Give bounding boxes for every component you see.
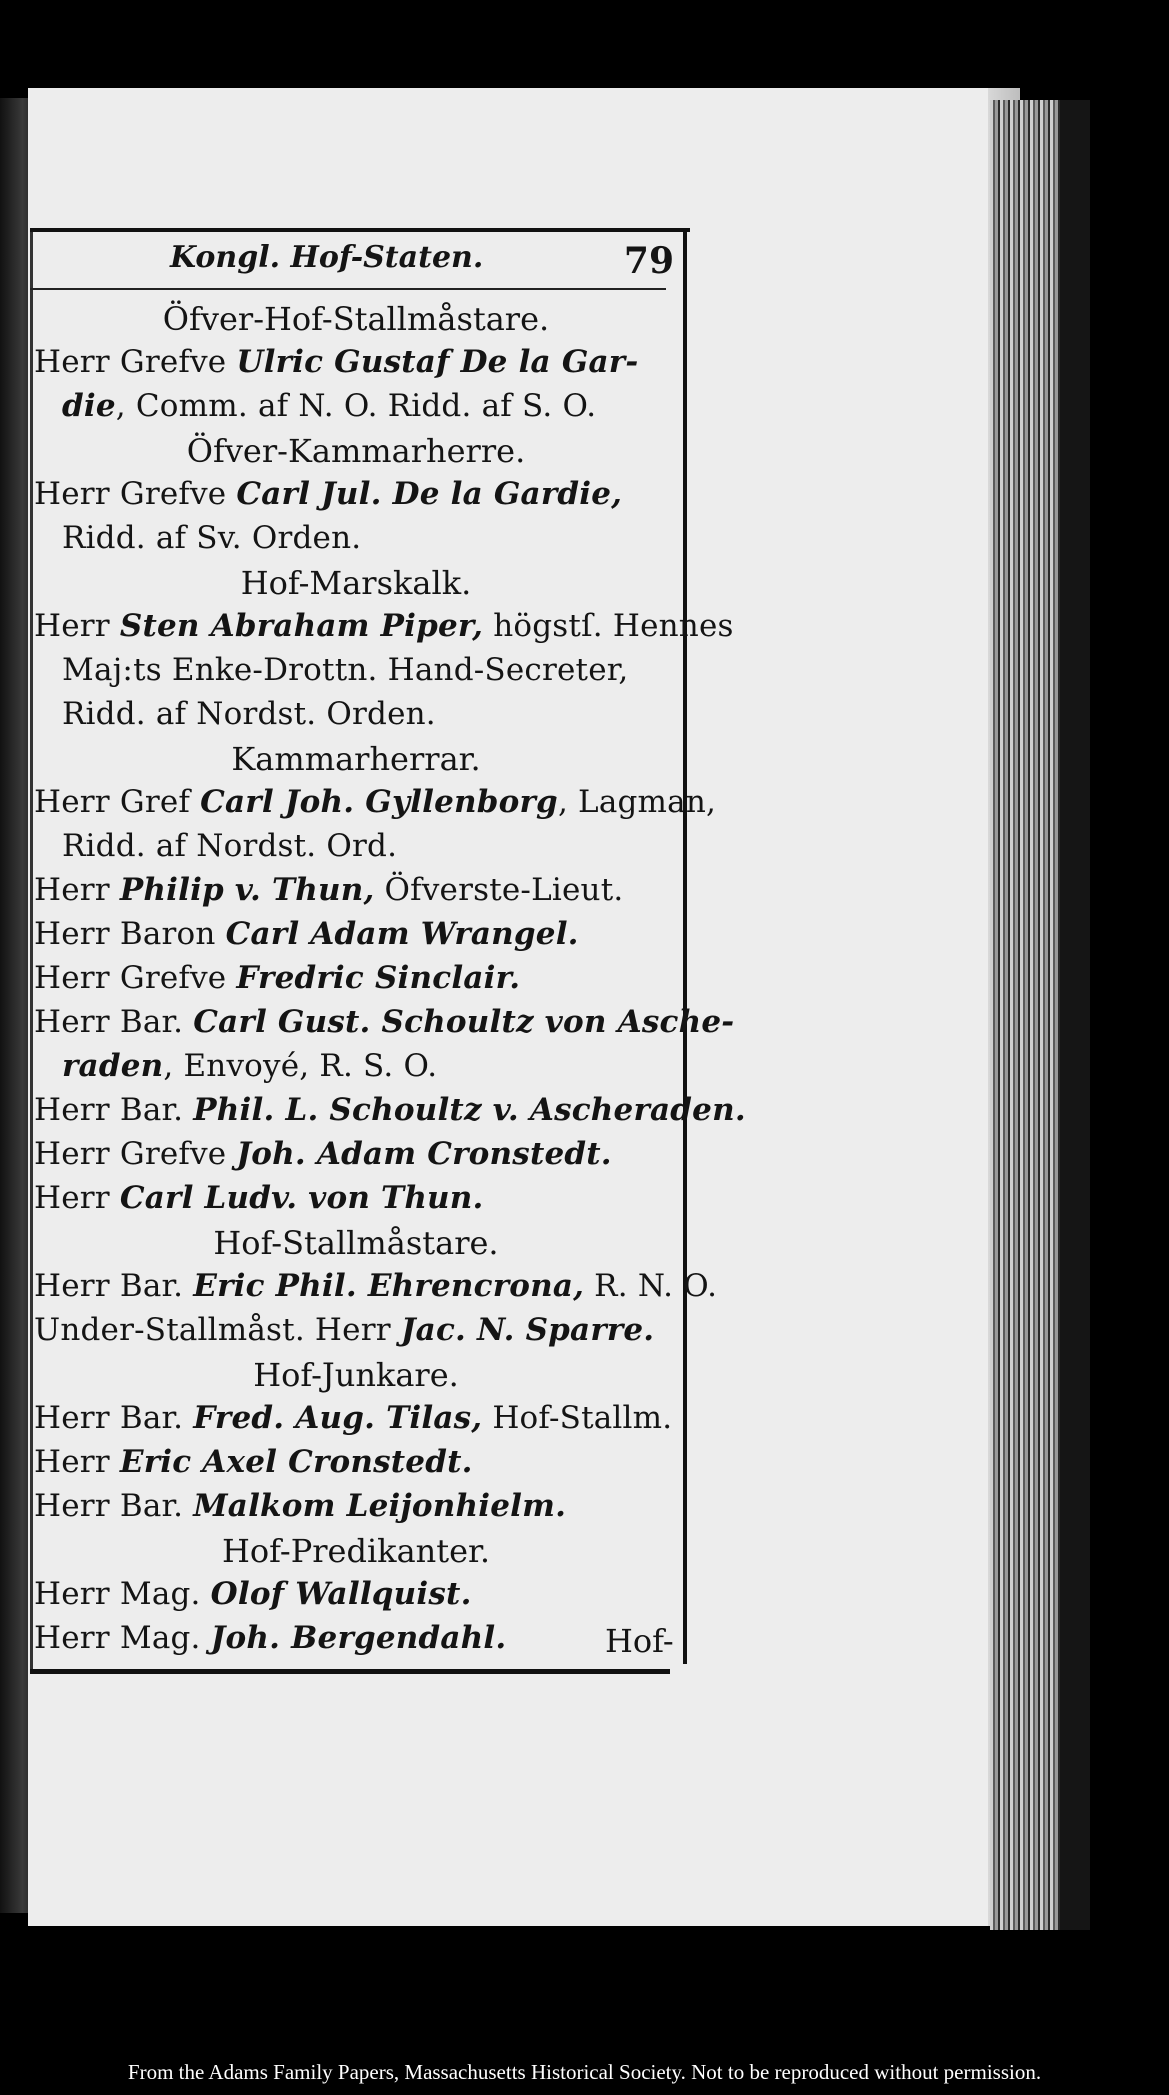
italic-name-segment: Carl Joh. Gyllenborg (200, 784, 558, 820)
italic-name-segment: Olof Wallquist. (210, 1576, 472, 1612)
italic-name-segment: Joh. Adam Cronstedt. (236, 1136, 612, 1172)
frame-bottom-rule (30, 1669, 670, 1674)
entry-line (62, 652, 628, 688)
entry-line (62, 828, 397, 864)
entry-line (34, 1312, 654, 1348)
entry-line (34, 784, 716, 820)
copyright-footer: From the Adams Family Papers, Massachusetts Historical Society. Not to be reproduced without permission. (127, 2060, 1042, 2084)
text-segment: , Envoyé, R. S. O. (163, 1048, 438, 1084)
text-segment: Ridd. af Nordst. Ord. (62, 828, 398, 864)
text-segment: Under-Stallmåst. Herr (34, 1312, 401, 1348)
text-segment: Herr Baron (34, 916, 226, 952)
section-heading: Öfver-Kammarherre. (186, 432, 526, 470)
frame-right-rule (683, 232, 687, 1664)
italic-name-segment: Phil. L. Schoultz v. Ascheraden. (193, 1092, 746, 1128)
italic-name-segment: Eric Phil. Ehrencrona, (193, 1268, 585, 1304)
text-segment: Herr Mag. (34, 1576, 211, 1612)
page-edges-shadow (1060, 100, 1090, 1930)
text-segment: Herr (34, 1180, 120, 1216)
italic-name-segment: Fred. Aug. Tilas, (193, 1400, 483, 1436)
text-segment: Ridd. af Nordst. Orden. (62, 696, 436, 732)
text-segment: högstſ. Hennes (483, 608, 734, 644)
section-heading: Hof-Predikanter. (222, 1532, 490, 1570)
entry-line (34, 1004, 734, 1040)
text-segment: Herr Bar. (34, 1488, 194, 1524)
entry-line (34, 608, 734, 644)
text-segment: Herr Grefve (34, 476, 237, 512)
text-segment: Herr Mag. (34, 1620, 211, 1656)
text-segment: Herr (34, 608, 120, 644)
entry-line (34, 1136, 612, 1172)
section-heading: Kammarherrar. (231, 740, 481, 778)
text-segment: Maj:ts Enke-Drottn. Hand-Secreter, (62, 652, 629, 688)
entry-line (34, 1092, 746, 1128)
section-heading: Hof-Junkare. (253, 1356, 459, 1394)
text-segment: , Lagman, (557, 784, 717, 820)
text-segment: Öfverste-Lieut. (374, 872, 624, 908)
italic-name-segment: Ulric Gustaf De la Gar- (236, 344, 639, 380)
italic-name-segment: Sten Abraham Piper, (119, 608, 484, 644)
entry-line (34, 916, 579, 952)
entry-line (62, 520, 361, 556)
text-segment: Hof-Stallm. (482, 1400, 673, 1436)
text-segment: Herr Bar. (34, 1092, 194, 1128)
italic-name-segment: Philip v. Thun, (119, 872, 375, 908)
text-segment: Herr Bar. (34, 1400, 194, 1436)
italic-name-segment: Fredric Sinclair. (236, 960, 521, 996)
entry-line (34, 476, 622, 512)
section-heading: Hof-Stallmåstare. (213, 1224, 499, 1262)
italic-name-segment: Carl Ludv. von Thun. (119, 1180, 484, 1216)
entry-line (62, 696, 436, 732)
italic-name-segment: raden (62, 1048, 164, 1084)
entry-line (34, 1268, 717, 1304)
entry-line (34, 1180, 484, 1216)
text-segment: Herr (34, 872, 120, 908)
italic-name-segment: Carl Gust. Schoultz von Asche- (193, 1004, 735, 1040)
italic-name-segment: Carl Adam Wrangel. (225, 916, 579, 952)
running-header (30, 236, 682, 286)
italic-name-segment: Malkom Leijonhielm. (193, 1488, 567, 1524)
italic-name-segment: Carl Jul. De la Gardie, (236, 476, 623, 512)
text-segment: Herr Grefve (34, 1136, 237, 1172)
header-rule (30, 288, 666, 290)
entry-line (34, 960, 520, 996)
text-segment: Herr Grefve (34, 960, 237, 996)
entry-line (34, 1400, 672, 1436)
text-segment: Herr (34, 1444, 120, 1480)
section-heading: Öfver-Hof-Stallmåstare. (162, 300, 550, 338)
text-segment: R. N. O. (584, 1268, 718, 1304)
italic-name-segment: Jac. N. Sparre. (400, 1312, 655, 1348)
entry-line (34, 872, 623, 908)
entry-line (34, 1576, 472, 1612)
frame-top-rule (30, 228, 690, 232)
entry-line (62, 1048, 437, 1084)
text-segment: , Comm. af N. O. Ridd. af S. O. (115, 388, 597, 424)
italic-name-segment: Joh. Bergendahl. (210, 1620, 507, 1656)
text-segment: Herr Bar. (34, 1268, 194, 1304)
text-segment: Herr Bar. (34, 1004, 194, 1040)
entry-line (34, 1444, 473, 1480)
italic-name-segment: Eric Axel Cronstedt. (119, 1444, 473, 1480)
page-edges (990, 100, 1060, 1930)
entry-line (34, 1620, 506, 1656)
text-segment: Ridd. af Sv. Orden. (62, 520, 362, 556)
text-segment: Herr Gref (34, 784, 201, 820)
italic-name-segment: die (62, 388, 116, 424)
entry-line (62, 388, 596, 424)
text-segment: Herr Grefve (34, 344, 237, 380)
entry-line (34, 1488, 566, 1524)
section-heading: Hof-Marskalk. (240, 564, 472, 602)
entry-line (34, 344, 638, 380)
page-number: 79 (623, 240, 674, 282)
catchword: Hof- (605, 1622, 674, 1660)
running-title: Kongl. Hof-Staten. (170, 240, 484, 275)
